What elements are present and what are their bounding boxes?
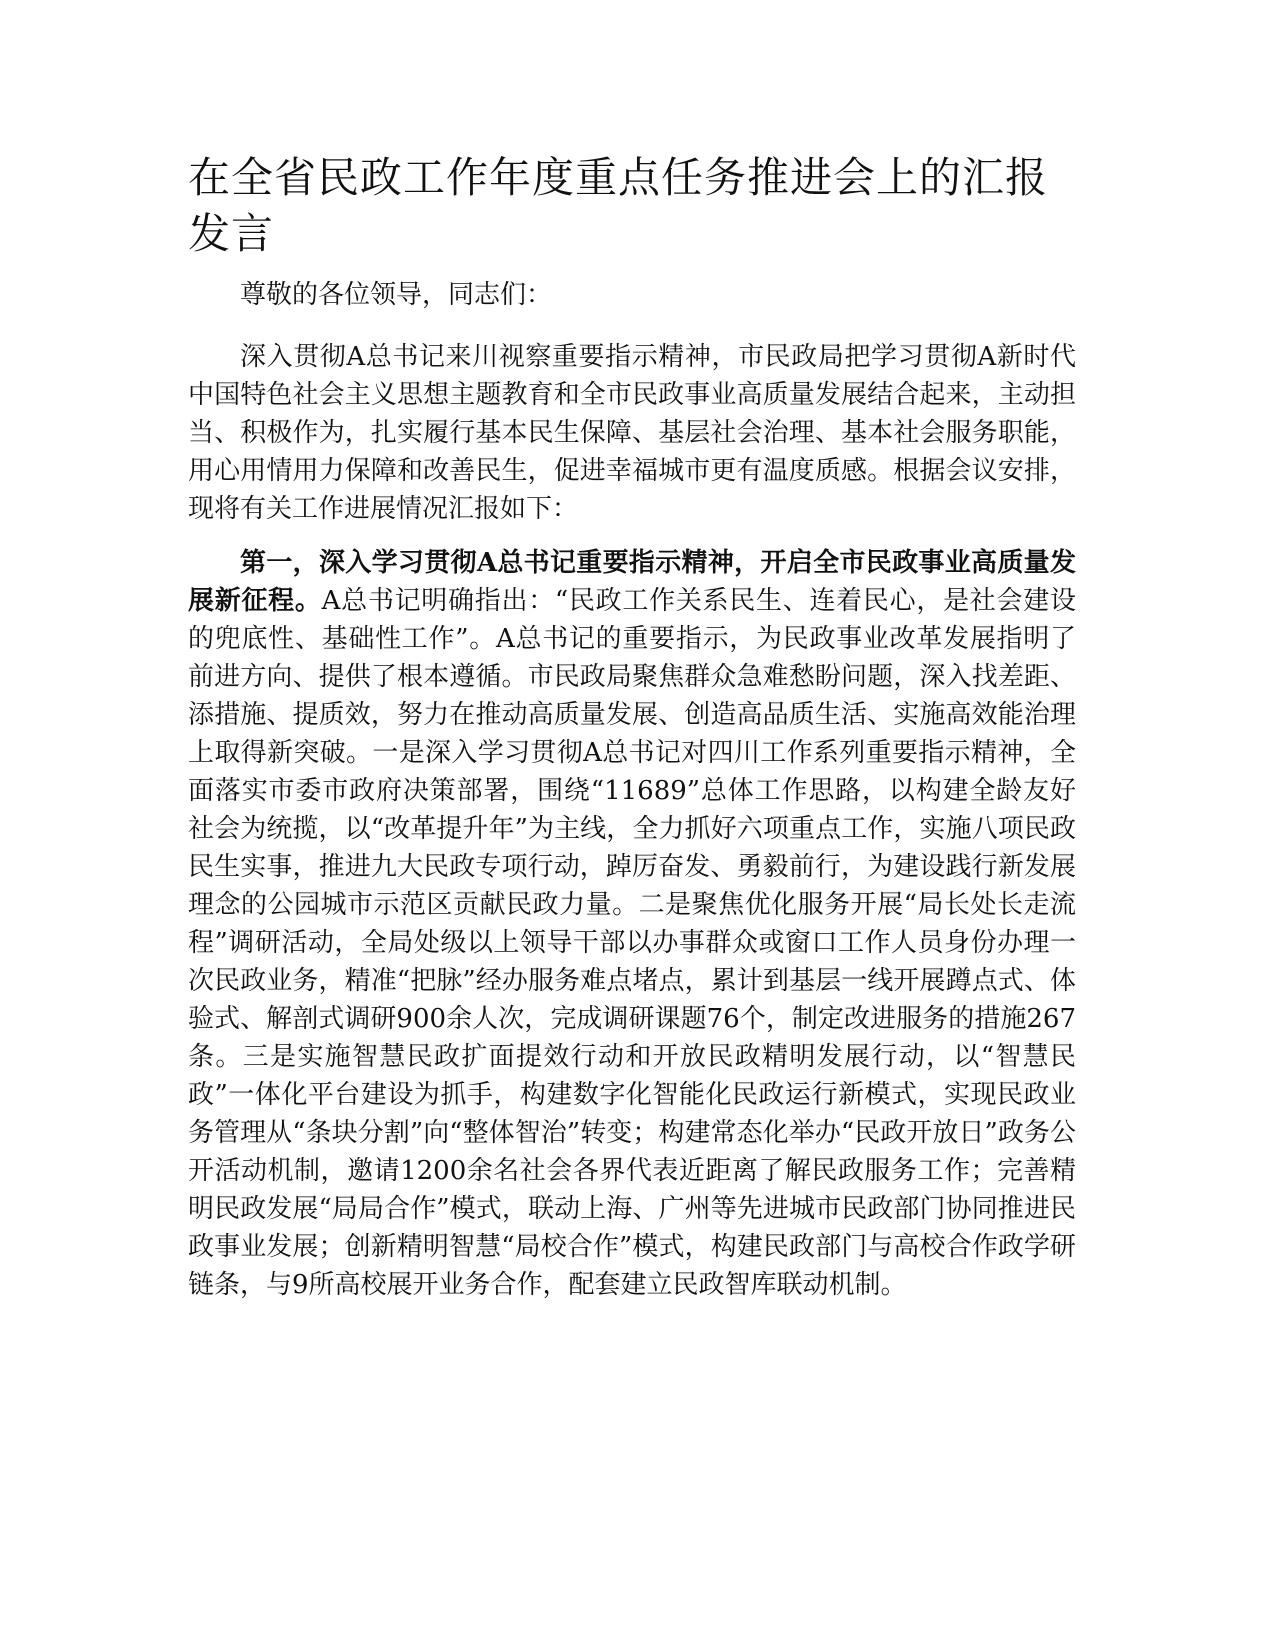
section-one-paragraph bbox=[188, 544, 1076, 1304]
section-one-lead: 第一，深入学习贯彻A总书记重要指示精神，开启全市民政事业高质量发展新征程。 bbox=[188, 548, 1076, 616]
document-page bbox=[188, 150, 1076, 1320]
intro-paragraph: 深入贯彻A总书记来川视察重要指示精神，市民政局把学习贯彻A新时代中国特色社会主义思想主题教育和全市民政事业高质量发展结合起来，主动担当、积极作为，扎实履行基本民生保障、基层社会治理、基本社会服务职能，用心用情用力保障和改善民生，促进幸福城市更有温度质感。根据会议安排，现将有关工作进展情况汇报如下： bbox=[188, 342, 1076, 524]
salutation-paragraph: 尊敬的各位领导，同志们： bbox=[240, 280, 553, 310]
document-title: 在全省民政工作年度重点任务推进会上的汇报发言 bbox=[188, 153, 1049, 258]
section-one-body: A总书记明确指出：“民政工作关系民生、连着民心，是社会建设的兜底性、基础性工作”。A总书记的重要指示，为民政事业改革发展指明了前进方向、提供了根本遵循。市民政局聚焦群众急难愁盼问题，深入找差距、添措施、提质效，努力在推动高质量发展、创造高品质生活、实施高效能治理上取得新突破。一是深入学习贯彻A总书记对四川工作系列重要指示精神，全面落实市委市政府决策部署，围绕“11689”总体工作思路，以构建全龄友好社会为统揽，以“改革提升年”为主线，全力抓好六项重点工作，实施八项民政民生实事，推进九大民政专项行动，踔厉奋发、勇毅前行，为建设践行新发展理念的公园城市示范区贡献民政力量。二是聚焦优化服务开展“局长处长走流程”调研活动，全局处级以上领导干部以办事群众或窗口工作人员身份办理一次民政业务，精准“把脉”经办服务难点堵点，累计到基层一线开展蹲点式、体验式、解剖式调研900余人次，完成调研课题76个，制定改进服务的措施267条。三是实施智慧民政扩面提效行动和开放民政精明发展行动，以“智慧民政”一体化平台建设为抓手，构建数字化智能化民政运行新模式，实现民政业务管理从“条块分割”向“整体智治”转变；构建常态化举办“民政开放日”政务公开活动机制，邀请1200余名社会各界代表近距离了解民政服务工作；完善精明民政发展“局局合作”模式，联动上海、广州等先进城市民政部门协同推进民政事业发展；创新精明智慧“局校合作”模式，构建民政部门与高校合作政学研链条，与9所高校展开业务合作，配套建立民政智库联动机制。 bbox=[188, 586, 1076, 1300]
